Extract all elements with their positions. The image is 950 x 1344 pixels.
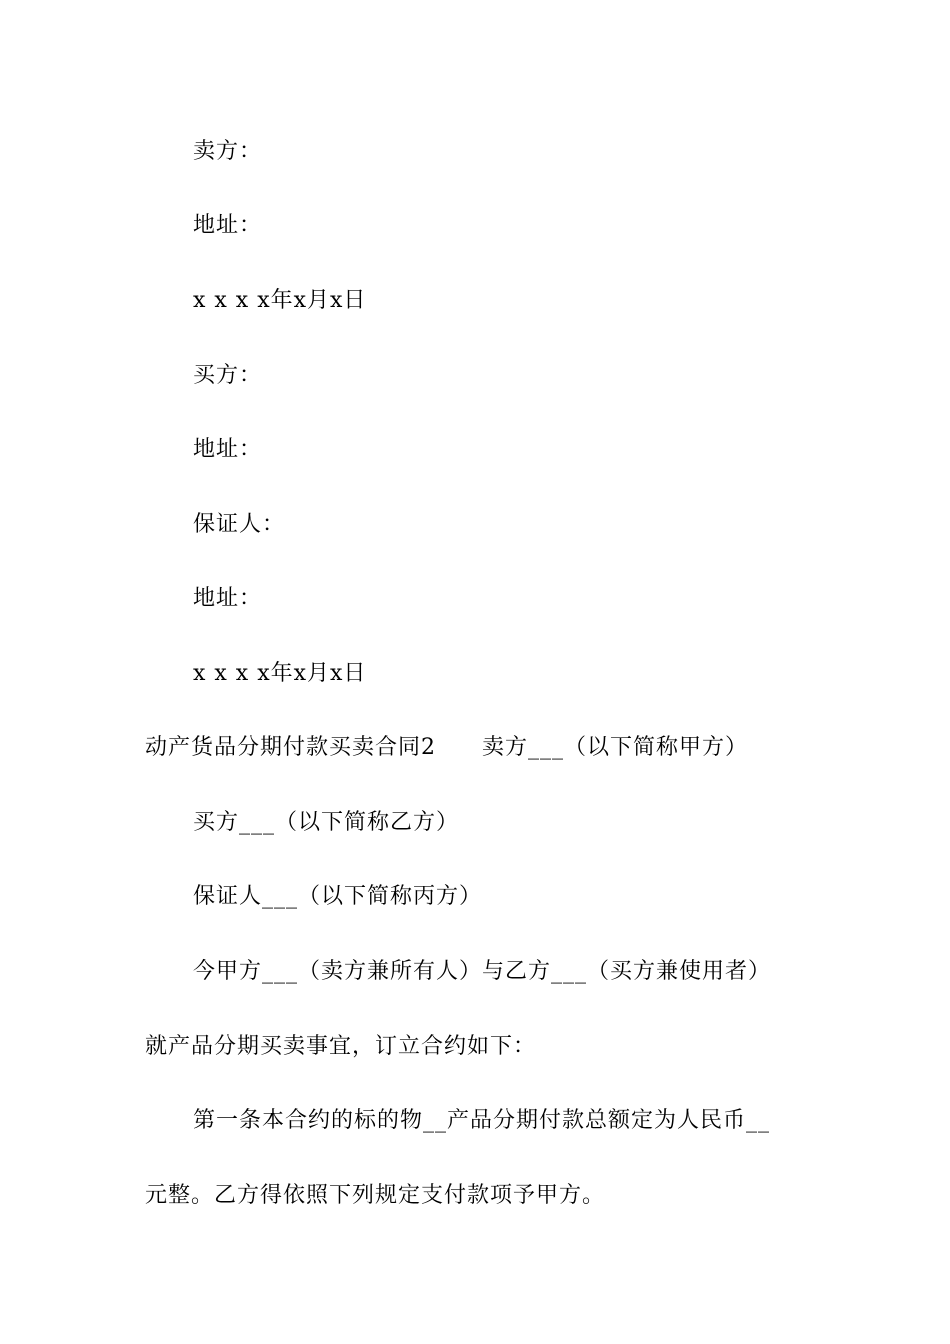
- buyer-address-label: 地址：: [193, 437, 263, 462]
- guarantor-address-label: 地址：: [193, 586, 263, 611]
- seller-label: 卖方：: [193, 139, 263, 164]
- article-one-line: 第一条本合约的标的物__产品分期付款总额定为人民币__: [193, 1108, 771, 1133]
- party-b-line: 买方___（以下简称乙方）: [193, 810, 460, 835]
- agreement-intro-continued: 就产品分期买卖事宜，订立合约如下：: [145, 1034, 537, 1059]
- guarantor-date: x x x x年x月x日: [193, 661, 367, 686]
- guarantor-label: 保证人：: [193, 512, 286, 537]
- party-c-line: 保证人___（以下简称丙方）: [193, 884, 483, 909]
- seller-date: x x x x年x月x日: [193, 288, 367, 313]
- seller-address-label: 地址：: [193, 213, 263, 238]
- agreement-intro-line: 今甲方___（卖方兼所有人）与乙方___（买方兼使用者）: [193, 959, 772, 984]
- buyer-label: 买方：: [193, 363, 263, 388]
- contract-title-line: 动产货品分期付款买卖合同2 卖方___（以下简称甲方）: [145, 735, 748, 760]
- article-one-continued: 元整。乙方得依照下列规定支付款项予甲方。: [145, 1183, 606, 1208]
